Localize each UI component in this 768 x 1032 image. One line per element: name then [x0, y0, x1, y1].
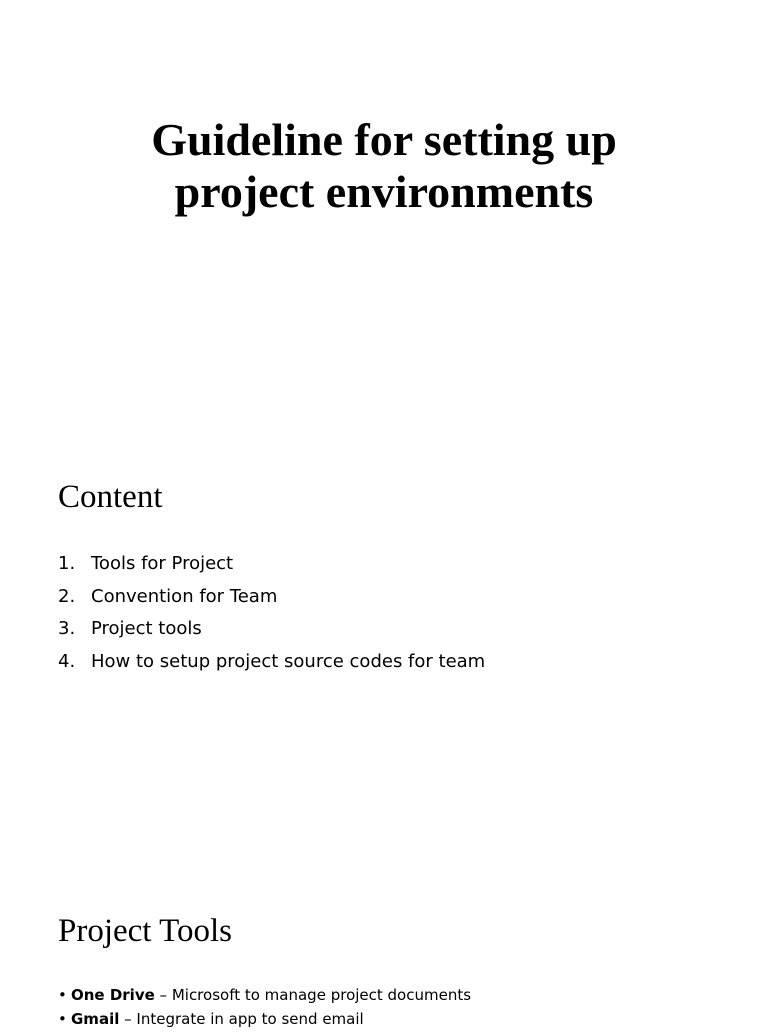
tool-name: One Drive [71, 986, 155, 1004]
tools-list-item [58, 1008, 471, 1032]
title-slide [0, 0, 768, 420]
item-text: Project tools [91, 618, 202, 639]
item-number: 4. [58, 650, 76, 672]
tool-name: Gmail [71, 1010, 120, 1028]
content-list-item [58, 613, 485, 646]
title-line-2: project environments [174, 166, 594, 217]
content-list-item [58, 548, 485, 581]
content-list-item [58, 581, 485, 614]
item-text: How to setup project source codes for team [91, 650, 486, 672]
bullet-icon: • [58, 1010, 67, 1028]
tool-separator: – [154, 986, 172, 1004]
item-text: Convention for Team [91, 585, 278, 607]
item-number: 2. [58, 585, 76, 607]
content-list [58, 548, 485, 678]
bullet-icon: • [58, 986, 67, 1004]
item-number: 1. [58, 553, 76, 574]
document-title [0, 114, 768, 218]
tool-description: Integrate in app to send email [136, 1010, 364, 1028]
item-number: 3. [58, 618, 76, 639]
title-line-1: Guideline for setting up [151, 114, 617, 165]
tool-description: Microsoft to manage project documents [171, 986, 472, 1004]
tool-separator: – [119, 1010, 137, 1028]
content-heading: Content [58, 479, 163, 515]
content-slide [0, 440, 768, 860]
content-list-item [58, 646, 485, 679]
tools-list [58, 984, 471, 1032]
item-text: Tools for Project [91, 553, 234, 574]
project-tools-slide [0, 880, 768, 1028]
project-tools-heading: Project Tools [58, 913, 232, 949]
tools-list-item [58, 984, 471, 1008]
